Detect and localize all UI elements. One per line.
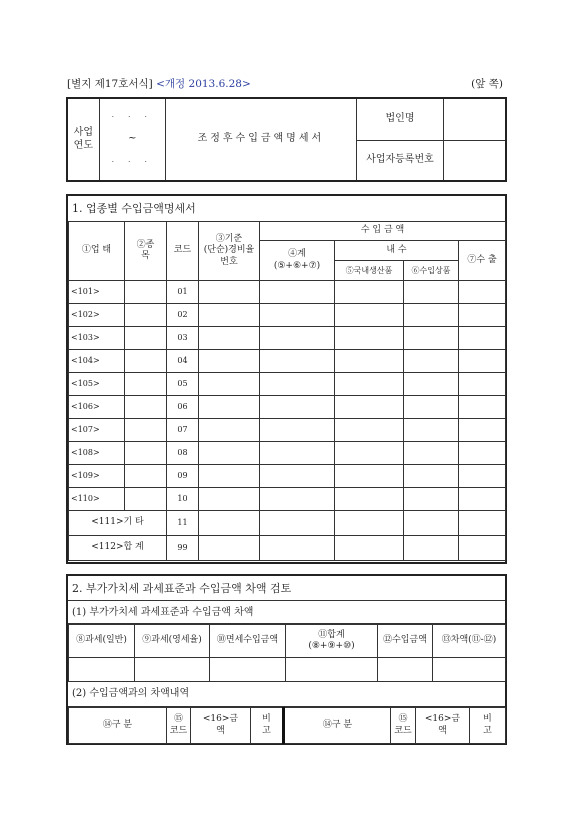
row-code: 99: [167, 536, 199, 561]
section-vat-difference: [66, 574, 507, 745]
row-code: 08: [167, 442, 199, 465]
cell[interactable]: [260, 511, 335, 536]
cell[interactable]: [459, 373, 506, 396]
cell[interactable]: [260, 373, 335, 396]
document-title: 조정후수입금액명세서: [165, 98, 356, 181]
cell[interactable]: [199, 536, 260, 561]
cell[interactable]: [404, 396, 459, 419]
col-exempt-revenue: ⑩면세수입금액: [210, 625, 286, 658]
cell[interactable]: [199, 442, 260, 465]
row-label: <101>: [69, 281, 125, 304]
cell[interactable]: [135, 658, 210, 682]
item-cell[interactable]: [125, 465, 167, 488]
table-row: [69, 373, 506, 396]
table-row: [69, 350, 506, 373]
year-end-dots: · · ·: [111, 157, 153, 166]
col-taxable-general: ⑧과세(일반): [69, 625, 135, 658]
row-code: 09: [167, 465, 199, 488]
cell[interactable]: [404, 536, 459, 561]
biz-reg-label: 사업자등록번호: [356, 140, 443, 181]
cell[interactable]: [335, 442, 404, 465]
item-cell[interactable]: [125, 488, 167, 511]
cell[interactable]: [335, 511, 404, 536]
form-number: [별지 제17호서식]: [67, 78, 153, 90]
header-industry: ①업 태: [69, 222, 125, 281]
item-cell[interactable]: [125, 350, 167, 373]
revision-date: <개정 2013.6.28>: [156, 78, 251, 90]
cell[interactable]: [210, 658, 286, 682]
vat-difference-table: [68, 624, 506, 682]
col-amount: <16>금 액: [191, 708, 251, 744]
row-label: <109>: [69, 465, 125, 488]
section2-title: 2. 부가가치세 과세표준과 수입금액 차액 검토: [68, 576, 505, 601]
cell[interactable]: [199, 488, 260, 511]
cell[interactable]: [199, 419, 260, 442]
cell[interactable]: [260, 304, 335, 327]
cell[interactable]: [404, 488, 459, 511]
cell[interactable]: [404, 304, 459, 327]
header-item: ②종 목: [125, 222, 167, 281]
cell[interactable]: [199, 373, 260, 396]
cell[interactable]: [404, 442, 459, 465]
title-box: [66, 97, 507, 182]
col-remarks-2: 비 고: [470, 708, 506, 744]
cell[interactable]: [459, 304, 506, 327]
section-revenue-by-industry: [66, 194, 507, 564]
cell[interactable]: [260, 396, 335, 419]
table-row: [69, 396, 506, 419]
cell[interactable]: [404, 350, 459, 373]
corp-name-label: 법인명: [356, 98, 443, 140]
cell[interactable]: [459, 419, 506, 442]
cell[interactable]: [335, 419, 404, 442]
cell[interactable]: [459, 396, 506, 419]
cell[interactable]: [459, 511, 506, 536]
biz-reg-field[interactable]: [444, 140, 506, 181]
cell[interactable]: [459, 465, 506, 488]
cell[interactable]: [199, 304, 260, 327]
cell[interactable]: [199, 465, 260, 488]
business-year-field[interactable]: [99, 98, 165, 181]
cell[interactable]: [286, 658, 378, 682]
row-code: 03: [167, 327, 199, 350]
cell[interactable]: [404, 465, 459, 488]
cell[interactable]: [260, 419, 335, 442]
form-header: [67, 76, 507, 92]
col-taxable-zero-rate: ⑨과세(영세율): [135, 625, 210, 658]
table-row: [69, 442, 506, 465]
cell[interactable]: [378, 658, 433, 682]
item-cell[interactable]: [125, 304, 167, 327]
header-domestic: 내 수: [335, 241, 459, 261]
cell[interactable]: [199, 396, 260, 419]
cell[interactable]: [335, 396, 404, 419]
cell[interactable]: [260, 327, 335, 350]
cell[interactable]: [459, 327, 506, 350]
row-code: 01: [167, 281, 199, 304]
header-import-product: ⑥수입상품: [404, 261, 459, 281]
row-code: 06: [167, 396, 199, 419]
item-cell[interactable]: [125, 442, 167, 465]
header-code: 코드: [167, 222, 199, 281]
col-category: ⑭구 분: [69, 708, 167, 744]
row-code: 07: [167, 419, 199, 442]
section2-sub2: (2) 수입금액과의 차액내역: [68, 681, 505, 707]
cell[interactable]: [459, 442, 506, 465]
row-label: <108>: [69, 442, 125, 465]
cell[interactable]: [335, 304, 404, 327]
item-cell[interactable]: [125, 373, 167, 396]
revenue-table: [68, 221, 506, 561]
row-label: <107>: [69, 419, 125, 442]
row-code: 05: [167, 373, 199, 396]
cell[interactable]: [199, 281, 260, 304]
item-cell[interactable]: [125, 327, 167, 350]
cell[interactable]: [335, 536, 404, 561]
table-row-total: [69, 536, 506, 561]
row-label: <102>: [69, 304, 125, 327]
row-label: <106>: [69, 396, 125, 419]
year-start-dots: · · ·: [111, 112, 153, 121]
cell[interactable]: [335, 488, 404, 511]
table-row: [69, 304, 506, 327]
cell[interactable]: [335, 373, 404, 396]
col-remarks: 비 고: [251, 708, 284, 744]
col-code: ⑮ 코드: [167, 708, 191, 744]
cell[interactable]: [260, 442, 335, 465]
cell[interactable]: [335, 350, 404, 373]
row-code: 04: [167, 350, 199, 373]
col-amount-2: <16>금 액: [416, 708, 470, 744]
cell[interactable]: [260, 536, 335, 561]
row-label-other: <111>기 타: [69, 511, 167, 536]
col-difference: ⑬차액(⑪-⑫): [433, 625, 506, 658]
table-row-other: [69, 511, 506, 536]
cell[interactable]: [459, 350, 506, 373]
cell[interactable]: [433, 658, 506, 682]
cell[interactable]: [260, 488, 335, 511]
item-cell[interactable]: [125, 419, 167, 442]
corp-name-field[interactable]: [444, 98, 506, 140]
row-label: <110>: [69, 488, 125, 511]
cell[interactable]: [404, 419, 459, 442]
difference-detail-table: [68, 707, 506, 744]
row-label-total: <112>합 계: [69, 536, 167, 561]
page-side: (앞 쪽): [471, 78, 503, 90]
cell[interactable]: [260, 281, 335, 304]
row-code: 11: [167, 511, 199, 536]
header-export: ⑦수 출: [459, 241, 506, 281]
row-code: 02: [167, 304, 199, 327]
cell[interactable]: [404, 281, 459, 304]
cell[interactable]: [260, 465, 335, 488]
row-label: <104>: [69, 350, 125, 373]
header-revenue: 수 입 금 액: [260, 222, 506, 241]
item-cell[interactable]: [125, 281, 167, 304]
table-row: [69, 488, 506, 511]
cell[interactable]: [260, 350, 335, 373]
col-sum: ⑪합계 (⑧+⑨+⑩): [286, 625, 378, 658]
row-label: <103>: [69, 327, 125, 350]
row-label: <105>: [69, 373, 125, 396]
col-revenue: ⑫수입금액: [378, 625, 433, 658]
header-expense-rate: ③기준 (단순)경비율 번호: [199, 222, 260, 281]
cell[interactable]: [459, 281, 506, 304]
row-code: 10: [167, 488, 199, 511]
cell[interactable]: [459, 536, 506, 561]
cell[interactable]: [404, 511, 459, 536]
cell[interactable]: [335, 465, 404, 488]
table-row: [69, 419, 506, 442]
table-row: [69, 281, 506, 304]
table-row: [69, 465, 506, 488]
business-year-label: 사업 연도: [67, 98, 99, 181]
cell[interactable]: [335, 327, 404, 350]
cell[interactable]: [335, 281, 404, 304]
cell[interactable]: [199, 350, 260, 373]
cell[interactable]: [404, 327, 459, 350]
header-domestic-product: ⑤국내생산품: [335, 261, 404, 281]
header-total: ④계 (⑤+⑥+⑦): [260, 241, 335, 281]
year-tilde: ~: [128, 133, 137, 145]
table-row: [69, 327, 506, 350]
col-code-2: ⑮ 코드: [391, 708, 416, 744]
col-category-2: ⑭구 분: [284, 708, 391, 744]
item-cell[interactable]: [125, 396, 167, 419]
section1-title: 1. 업종별 수입금액명세서: [68, 196, 505, 222]
section2-sub1: (1) 부가가치세 과세표준과 수입금액 차액: [68, 601, 505, 624]
cell[interactable]: [199, 327, 260, 350]
cell[interactable]: [404, 373, 459, 396]
cell[interactable]: [459, 488, 506, 511]
cell[interactable]: [199, 511, 260, 536]
cell[interactable]: [69, 658, 135, 682]
